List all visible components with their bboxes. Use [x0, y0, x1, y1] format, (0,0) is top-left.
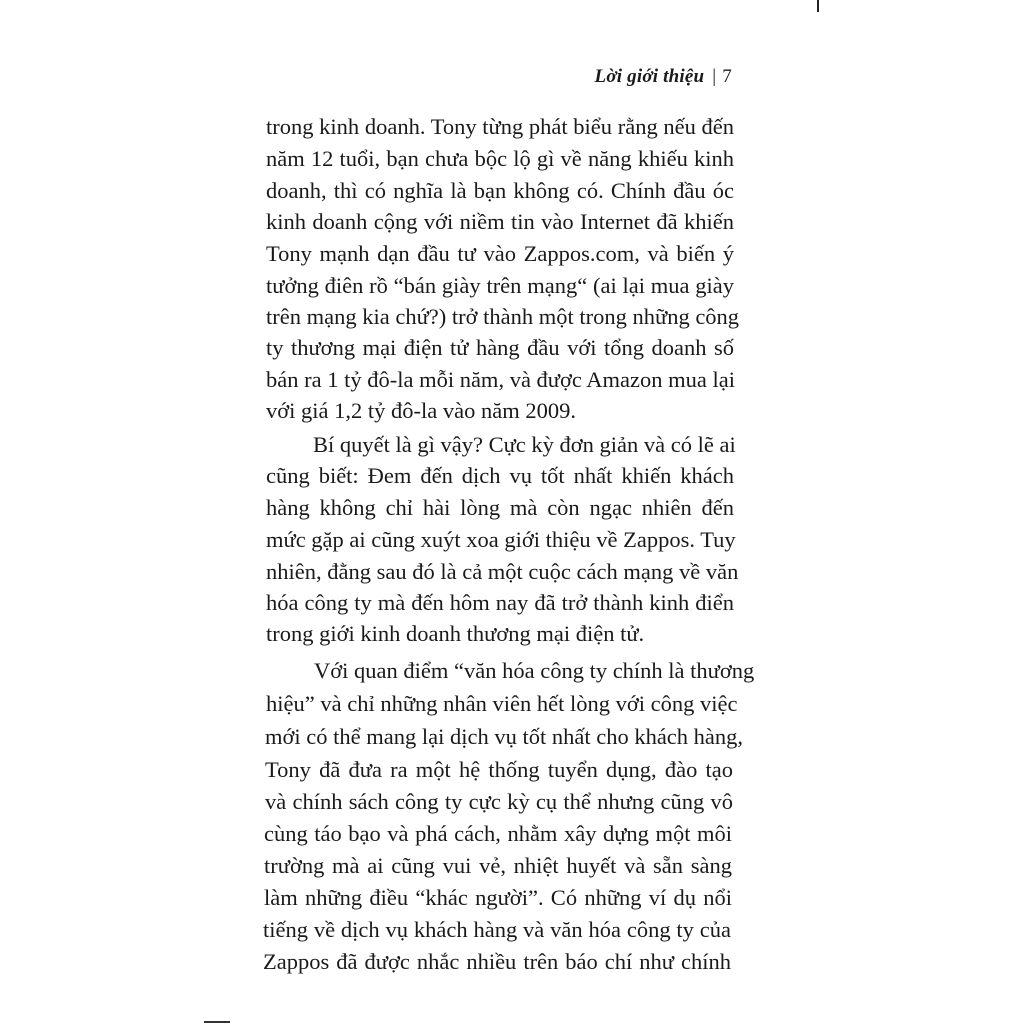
header-separator: | [712, 66, 717, 87]
text-line: hóa công ty mà đến hôm nay đã trở thành kinh điển [266, 590, 734, 615]
text-line: hiệu” và chỉ những nhân viên hết lòng với công việc [266, 691, 738, 716]
scan-edge-mark [817, 0, 819, 12]
chapter-title: Lời giới thiệu [594, 66, 705, 87]
text-line: trường mà ai cũng vui vẻ, nhiệt huyết và sẵn sàng [264, 853, 732, 878]
text-line: Tony mạnh dạn đầu tư vào Zappos.com, và biến ý [266, 241, 734, 266]
text-line: cùng táo bạo và phá cách, nhằm xây dựng một môi [264, 821, 732, 846]
text-line: bán ra 1 tỷ đô-la mỗi năm, và được Amazon mua lại [266, 367, 735, 392]
text-line: cũng biết: Đem đến dịch vụ tốt nhất khiến khách [266, 463, 734, 488]
text-line: Bí quyết là gì vậy? Cực kỳ đơn giản và có lẽ ai [313, 432, 736, 457]
text-line: Với quan điểm “văn hóa công ty chính là thương [314, 658, 755, 683]
text-line: trên mạng kia chứ?) trở thành một trong những công [266, 304, 740, 329]
text-line: Tony đã đưa ra một hệ thống tuyển dụng, đào tạo [265, 757, 733, 782]
text-line: trong kinh doanh. Tony từng phát biểu rằng nếu đến [266, 114, 734, 139]
text-line: và chính sách công ty cực kỳ cụ thể nhưng cũng vô [265, 789, 733, 814]
text-line: năm 12 tuổi, bạn chưa bộc lộ gì về năng khiếu kinh [266, 146, 734, 171]
text-line: nhiên, đằng sau đó là cả một cuộc cách mạng về văn [266, 559, 739, 584]
text-line: ty thương mại điện tử hàng đầu với tổng doanh số [266, 335, 734, 360]
text-line: doanh, thì có nghĩa là bạn không có. Chính đầu óc [266, 178, 734, 203]
scan-edge-mark [204, 1021, 230, 1023]
text-line: Zappos đã được nhắc nhiều trên báo chí như chính [263, 949, 731, 974]
text-line: làm những điều “khác người”. Có những ví dụ nổi [264, 885, 732, 910]
text-line: tưởng điên rồ “bán giày trên mạng“ (ai lại mua giày [266, 273, 734, 298]
text-line: trong giới kinh doanh thương mại điện tử. [266, 621, 645, 646]
running-header [595, 66, 732, 88]
text-line: mới có thể mang lại dịch vụ tốt nhất cho khách hàng, [265, 724, 744, 749]
text-line: với giá 1,2 tỷ đô-la vào năm 2009. [266, 398, 576, 423]
text-line: tiếng về dịch vụ khách hàng và văn hóa công ty của [263, 917, 731, 942]
text-line: hàng không chỉ hài lòng mà còn ngạc nhiên đến [266, 495, 734, 520]
page-number: 7 [722, 66, 732, 87]
text-line: mức gặp ai cũng xuýt xoa giới thiệu về Zappos. Tuy [266, 527, 736, 552]
text-line: kinh doanh cộng với niềm tin vào Internet đã khiến [266, 209, 734, 234]
